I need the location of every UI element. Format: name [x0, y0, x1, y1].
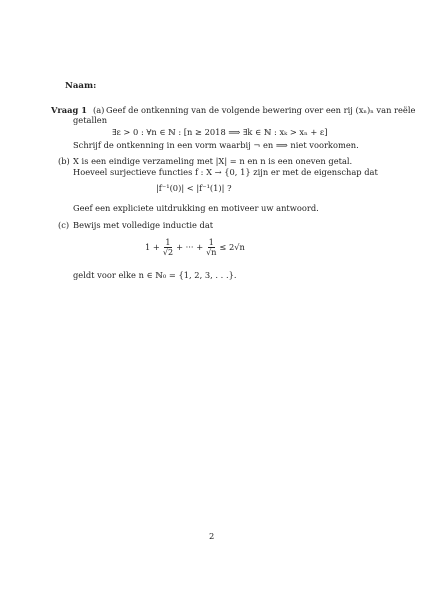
formula-end: ≤ 2√n	[219, 242, 245, 252]
part-b-instruction: Geef een expliciete uitdrukking en motiveer uw antwoord.	[73, 203, 319, 213]
part-c-label: (c)	[58, 220, 70, 230]
part-a-line1: Geef de ontkenning van de volgende bewering over een rij (xₙ)ₙ van reële	[106, 105, 416, 115]
fraction-2	[206, 238, 216, 257]
part-a-formula: ∃ε > 0 : ∀n ∈ ℕ : [n ≥ 2018 ⟹ ∃k ∈ ℕ : xₖ > xₙ + ε]	[112, 127, 328, 137]
part-b-line2: Hoeveel surjectieve functies f : X → {0, 1} zijn er met de eigenschap dat	[73, 167, 378, 177]
part-a-line2: getallen	[73, 115, 108, 125]
part-b-label: (b)	[58, 156, 70, 166]
part-a-instruction: Schrijf de ontkenning in een vorm waarbij ¬ en ⟹ niet voorkomen.	[73, 140, 359, 150]
part-c-line2: geldt voor elke n ∈ ℕ₀ = {1, 2, 3, . . .}.	[73, 270, 237, 280]
page-number: 2	[209, 531, 215, 541]
fraction-1-denominator: √2	[162, 247, 174, 257]
formula-middle: + ··· +	[176, 242, 204, 252]
part-b-line1: X is een eindige verzameling met |X| = n en n is een oneven getal.	[73, 156, 353, 166]
question-title: Vraag 1	[51, 105, 88, 115]
fraction-2-numerator: 1	[208, 237, 214, 247]
formula-start: 1 +	[145, 242, 160, 252]
fraction-1-numerator: 1	[165, 237, 171, 247]
part-b-formula: |f⁻¹(0)| < |f⁻¹(1)| ?	[156, 183, 232, 193]
part-a-label: (a)	[93, 105, 105, 115]
fraction-1	[163, 238, 173, 257]
fraction-2-denominator: √n	[206, 247, 217, 257]
name-label: Naam:	[65, 81, 97, 91]
part-c-line1: Bewijs met volledige inductie dat	[73, 220, 214, 230]
part-c-formula	[145, 236, 245, 258]
